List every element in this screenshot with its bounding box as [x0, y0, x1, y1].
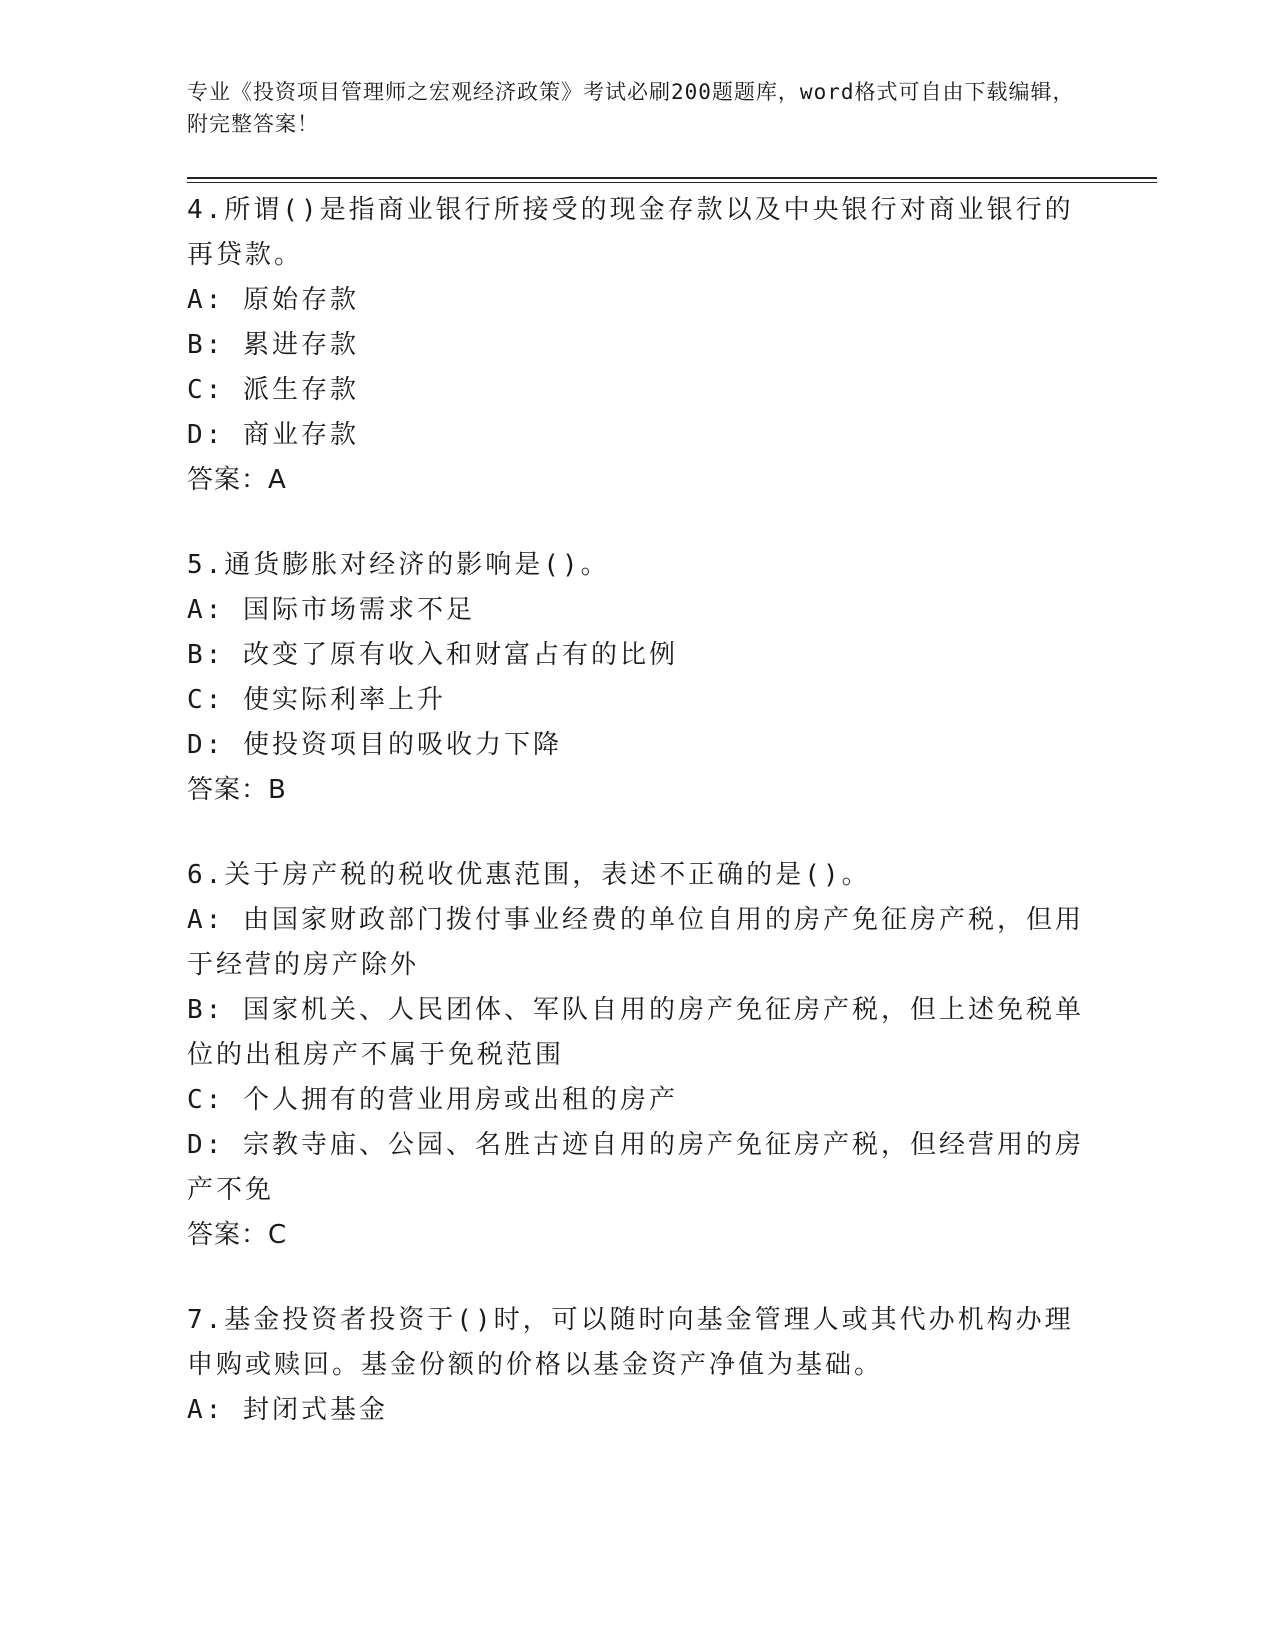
header-divider: [187, 177, 1157, 183]
question-7: [187, 1298, 1087, 1433]
option-c: C: 个人拥有的营业用房或出租的房产: [187, 1085, 678, 1115]
option-c: C: 派生存款: [187, 375, 359, 405]
document-header: [187, 76, 1087, 140]
question-text: 6.关于房产税的税收优惠范围，表述不正确的是()。: [187, 860, 871, 890]
option-b: B: 国家机关、人民团体、军队自用的房产免征房产税，但上述免税单位的出租房产不属于免税范围: [187, 995, 1084, 1070]
header-intro: 专业《投资项目管理师之宏观经济政策》考试必刷200题题库，word格式可自由下载编辑，附完整答案！: [187, 80, 1075, 136]
question-list: [187, 188, 1087, 1473]
option-d: D: 商业存款: [187, 420, 359, 450]
option-d: D: 宗教寺庙、公园、名胜古迹自用的房产免征房产税，但经营用的房产不免: [187, 1130, 1084, 1205]
answer-line: 答案：C: [187, 1220, 288, 1250]
option-a: A: 原始存款: [187, 285, 359, 315]
option-a: A: 封闭式基金: [187, 1395, 388, 1425]
option-c: C: 使实际利率上升: [187, 685, 446, 715]
question-text: 7.基金投资者投资于()时，可以随时向基金管理人或其代办机构办理申购或赎回。基金份额的价格以基金资产净值为基础。: [187, 1305, 1074, 1380]
option-b: B: 改变了原有收入和财富占有的比例: [187, 640, 678, 670]
option-a: A: 国际市场需求不足: [187, 595, 475, 625]
question-text: 5.通货膨胀对经济的影响是()。: [187, 550, 610, 580]
option-b: B: 累进存款: [187, 330, 359, 360]
answer-line: 答案：B: [187, 775, 287, 805]
option-d: D: 使投资项目的吸收力下降: [187, 730, 562, 760]
answer-line: 答案：A: [187, 465, 287, 495]
question-5: [187, 543, 1087, 813]
question-4: [187, 188, 1087, 503]
question-text: 4.所谓()是指商业银行所接受的现金存款以及中央银行对商业银行的再贷款。: [187, 195, 1074, 270]
question-6: [187, 853, 1087, 1258]
option-a: A: 由国家财政部门拨付事业经费的单位自用的房产免征房产税，但用于经营的房产除外: [187, 905, 1084, 980]
